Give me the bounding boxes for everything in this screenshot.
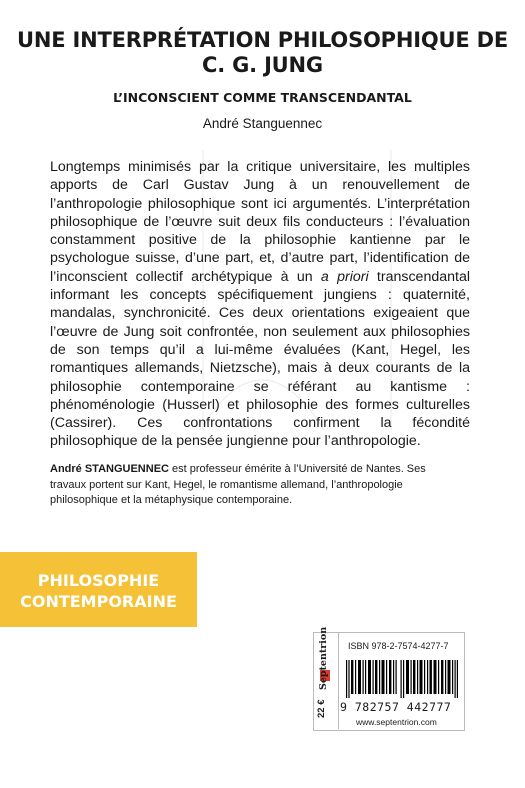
publisher-logo: Septentrion <box>318 626 329 690</box>
author-bio-text: est professeur émérite à l’Université de Nantes. Ses travaux portent sur Kant, Hegel, le romantisme allemand, l’anthropologie philosophique et la métaphysique contemporaine. <box>50 463 426 506</box>
book-subtitle: L’INCONSCIENT COMME TRANSCENDANTAL <box>113 90 412 105</box>
book-title <box>0 28 525 78</box>
author-bio-name: André STANGUENNEC <box>50 463 169 475</box>
isbn-label: ISBN 978-2-7574-4277-7 <box>348 641 449 651</box>
collection-label-line2: CONTEMPORAINE <box>20 592 177 611</box>
book-title-line2: C. G. JUNG <box>202 53 323 77</box>
barcode-digits: 9 782757 442777 <box>340 700 452 714</box>
publisher-website: www.septentrion.com <box>356 717 437 727</box>
back-cover-blurb <box>50 158 470 451</box>
collection-label <box>0 570 197 612</box>
author-bio <box>50 462 450 509</box>
collection-label-line1: PHILOSOPHIE <box>37 571 160 590</box>
blurb-part2: transcendantal informant les concepts spécifiquement jungiens : quaternité, mandalas, synchronicité. Ces deux orientations exigeaient que l’œuvre de Jung soit confrontée, non seulement aux philosophies de son temps qu’il a lui-même évaluées (Kant, Hegel, les romantiques allemands, Nietzsche), mais à deux courants de la philosophie contemporaine se référant au kantisme : phénoménologie (Husserl) et philosophie des formes culturelles (Cassirer). Ces confrontations confirment la fécondité philosophique de la pensée jungienne pour l’anthropologie. <box>50 268 470 450</box>
book-title-line1: UNE INTERPRÉTATION PHILOSOPHIQUE DE <box>17 28 508 52</box>
blurb-italic: a priori <box>320 268 369 285</box>
barcode-graphic <box>346 660 458 698</box>
book-author: André Stanguennec <box>202 116 323 131</box>
price-label: 22 € <box>316 699 327 718</box>
blurb-part1: Longtemps minimisés par la critique universitaire, les multiples apports de Carl Gustav Jung à un renouvellement de l’anthropologie philosophique sont ici argumentés. L’interprétation philosophique de l’œuvre suit deux fils conducteurs : l’évaluation constamment positive de la philosophie kantienne par le psychologue suisse, d’une part, et, d’autre part, l’identification de l’inconscient collectif archétypique à un <box>50 159 470 285</box>
